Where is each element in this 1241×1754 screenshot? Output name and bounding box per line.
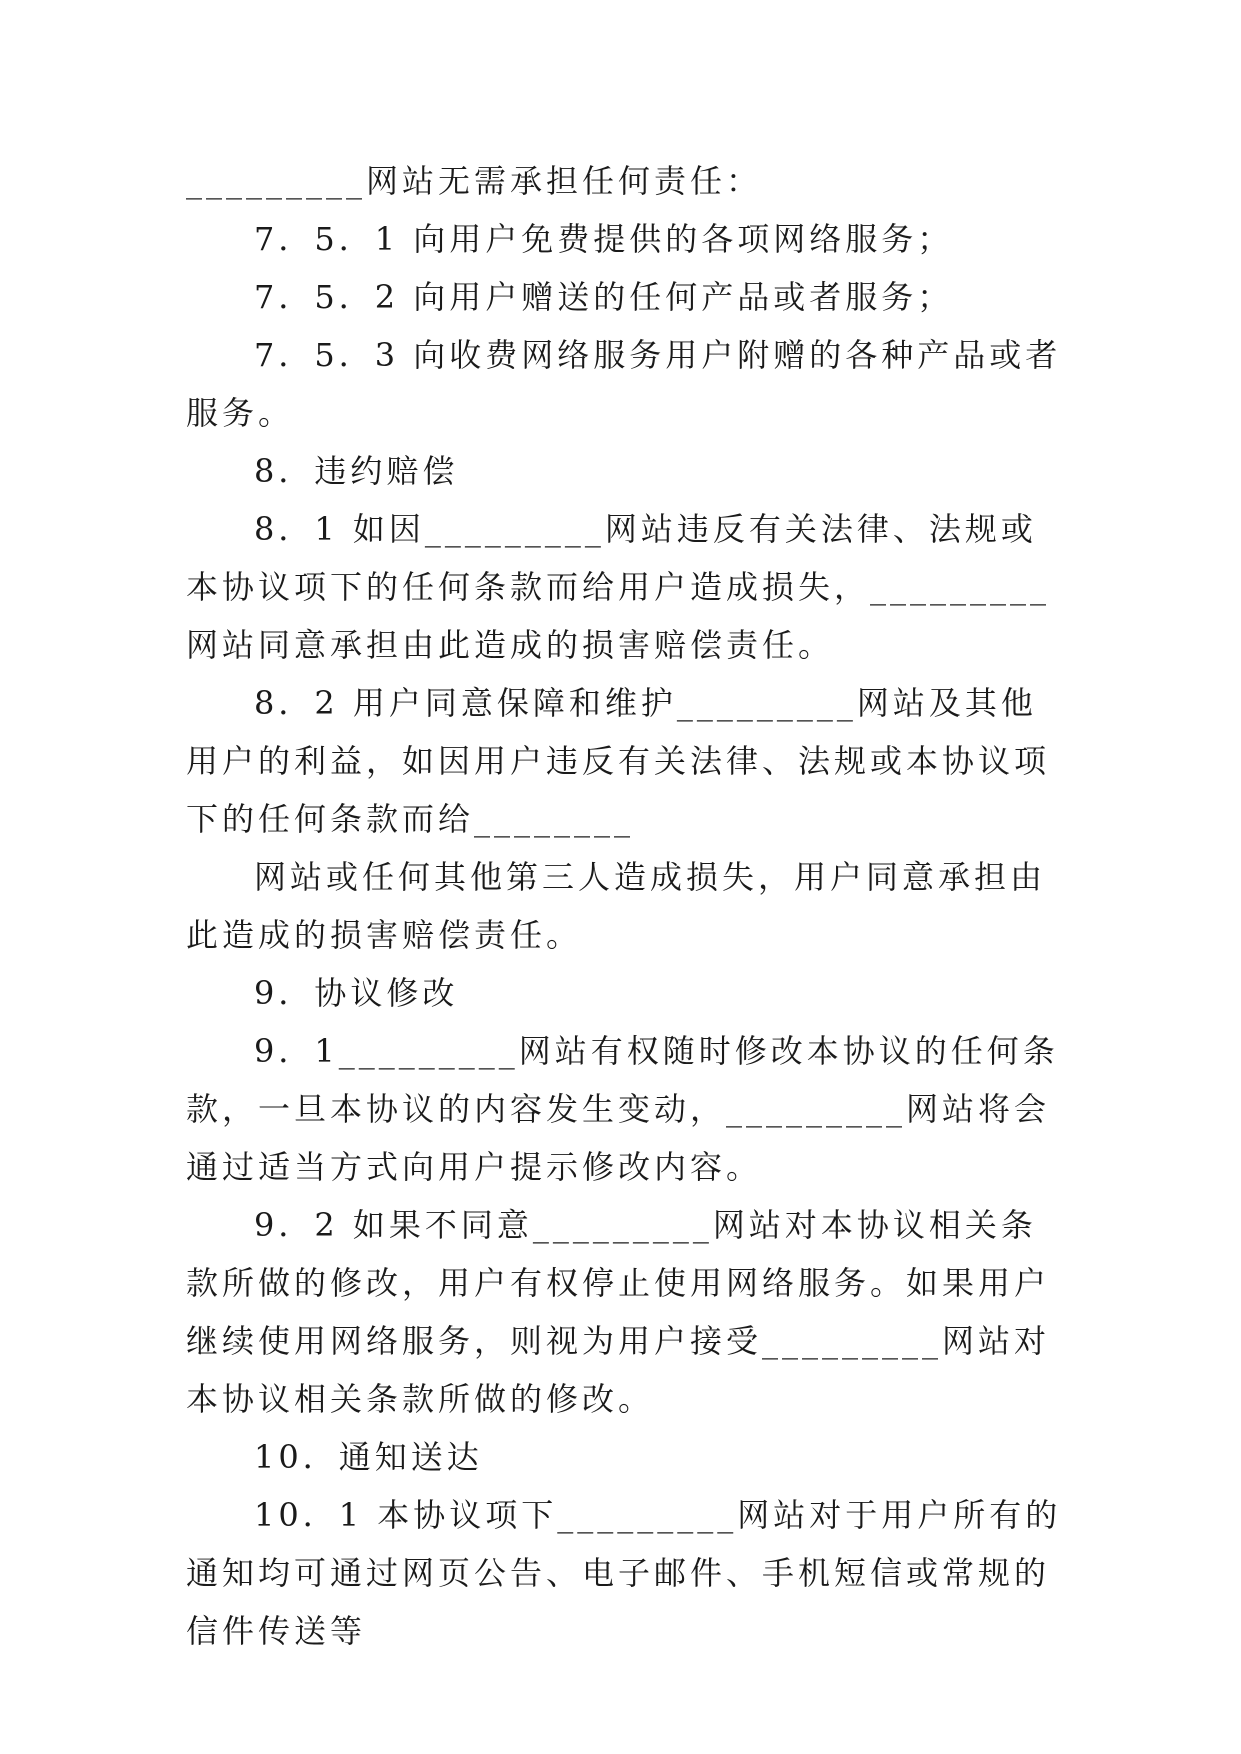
paragraph-7-5-2: 7．5．2 向用户赠送的任何产品或者服务； bbox=[254, 278, 954, 316]
paragraph-8-1: 8．1 如因_________网站违反有关法律、法规或本协议项下的任何条款而给用户造成损失，_________网站同意承担由此造成的损害赔偿责任。 bbox=[186, 510, 1051, 664]
paragraph-8-2-continued: 网站或任何其他第三人造成损失，用户同意承担由此造成的损害赔偿责任。 bbox=[186, 858, 1047, 954]
section-heading-9: 9．协议修改 bbox=[254, 974, 459, 1012]
paragraph-7-5-3: 7．5．3 向收费网络服务用户附赠的各种产品或者服务。 bbox=[186, 336, 1062, 432]
paragraph-7-5-1: 7．5．1 向用户免费提供的各项网络服务； bbox=[254, 220, 954, 258]
paragraph-liability-intro: _________网站无需承担任何责任： bbox=[186, 162, 763, 200]
paragraph-8-2: 8．2 用户同意保障和维护_________网站及其他用户的利益，如因用户违反有关法律、法规或本协议项下的任何条款而给________ bbox=[186, 684, 1051, 838]
document-body bbox=[186, 152, 1066, 1660]
section-heading-8: 8．违约赔偿 bbox=[254, 452, 459, 490]
section-heading-10: 10．通知送达 bbox=[254, 1438, 483, 1476]
paragraph-10-1: 10．1 本协议项下_________网站对于用户所有的通知均可通过网页公告、电子邮件、手机短信或常规的信件传送等 bbox=[186, 1496, 1062, 1650]
paragraph-9-2: 9．2 如果不同意_________网站对本协议相关条款所做的修改，用户有权停止使用网络服务。如果用户继续使用网络服务，则视为用户接受_________网站对本协议相关条款所做的修改。 bbox=[186, 1206, 1051, 1418]
paragraph-9-1: 9．1_________网站有权随时修改本协议的任何条款，一旦本协议的内容发生变动，_________网站将会通过适当方式向用户提示修改内容。 bbox=[186, 1032, 1059, 1186]
